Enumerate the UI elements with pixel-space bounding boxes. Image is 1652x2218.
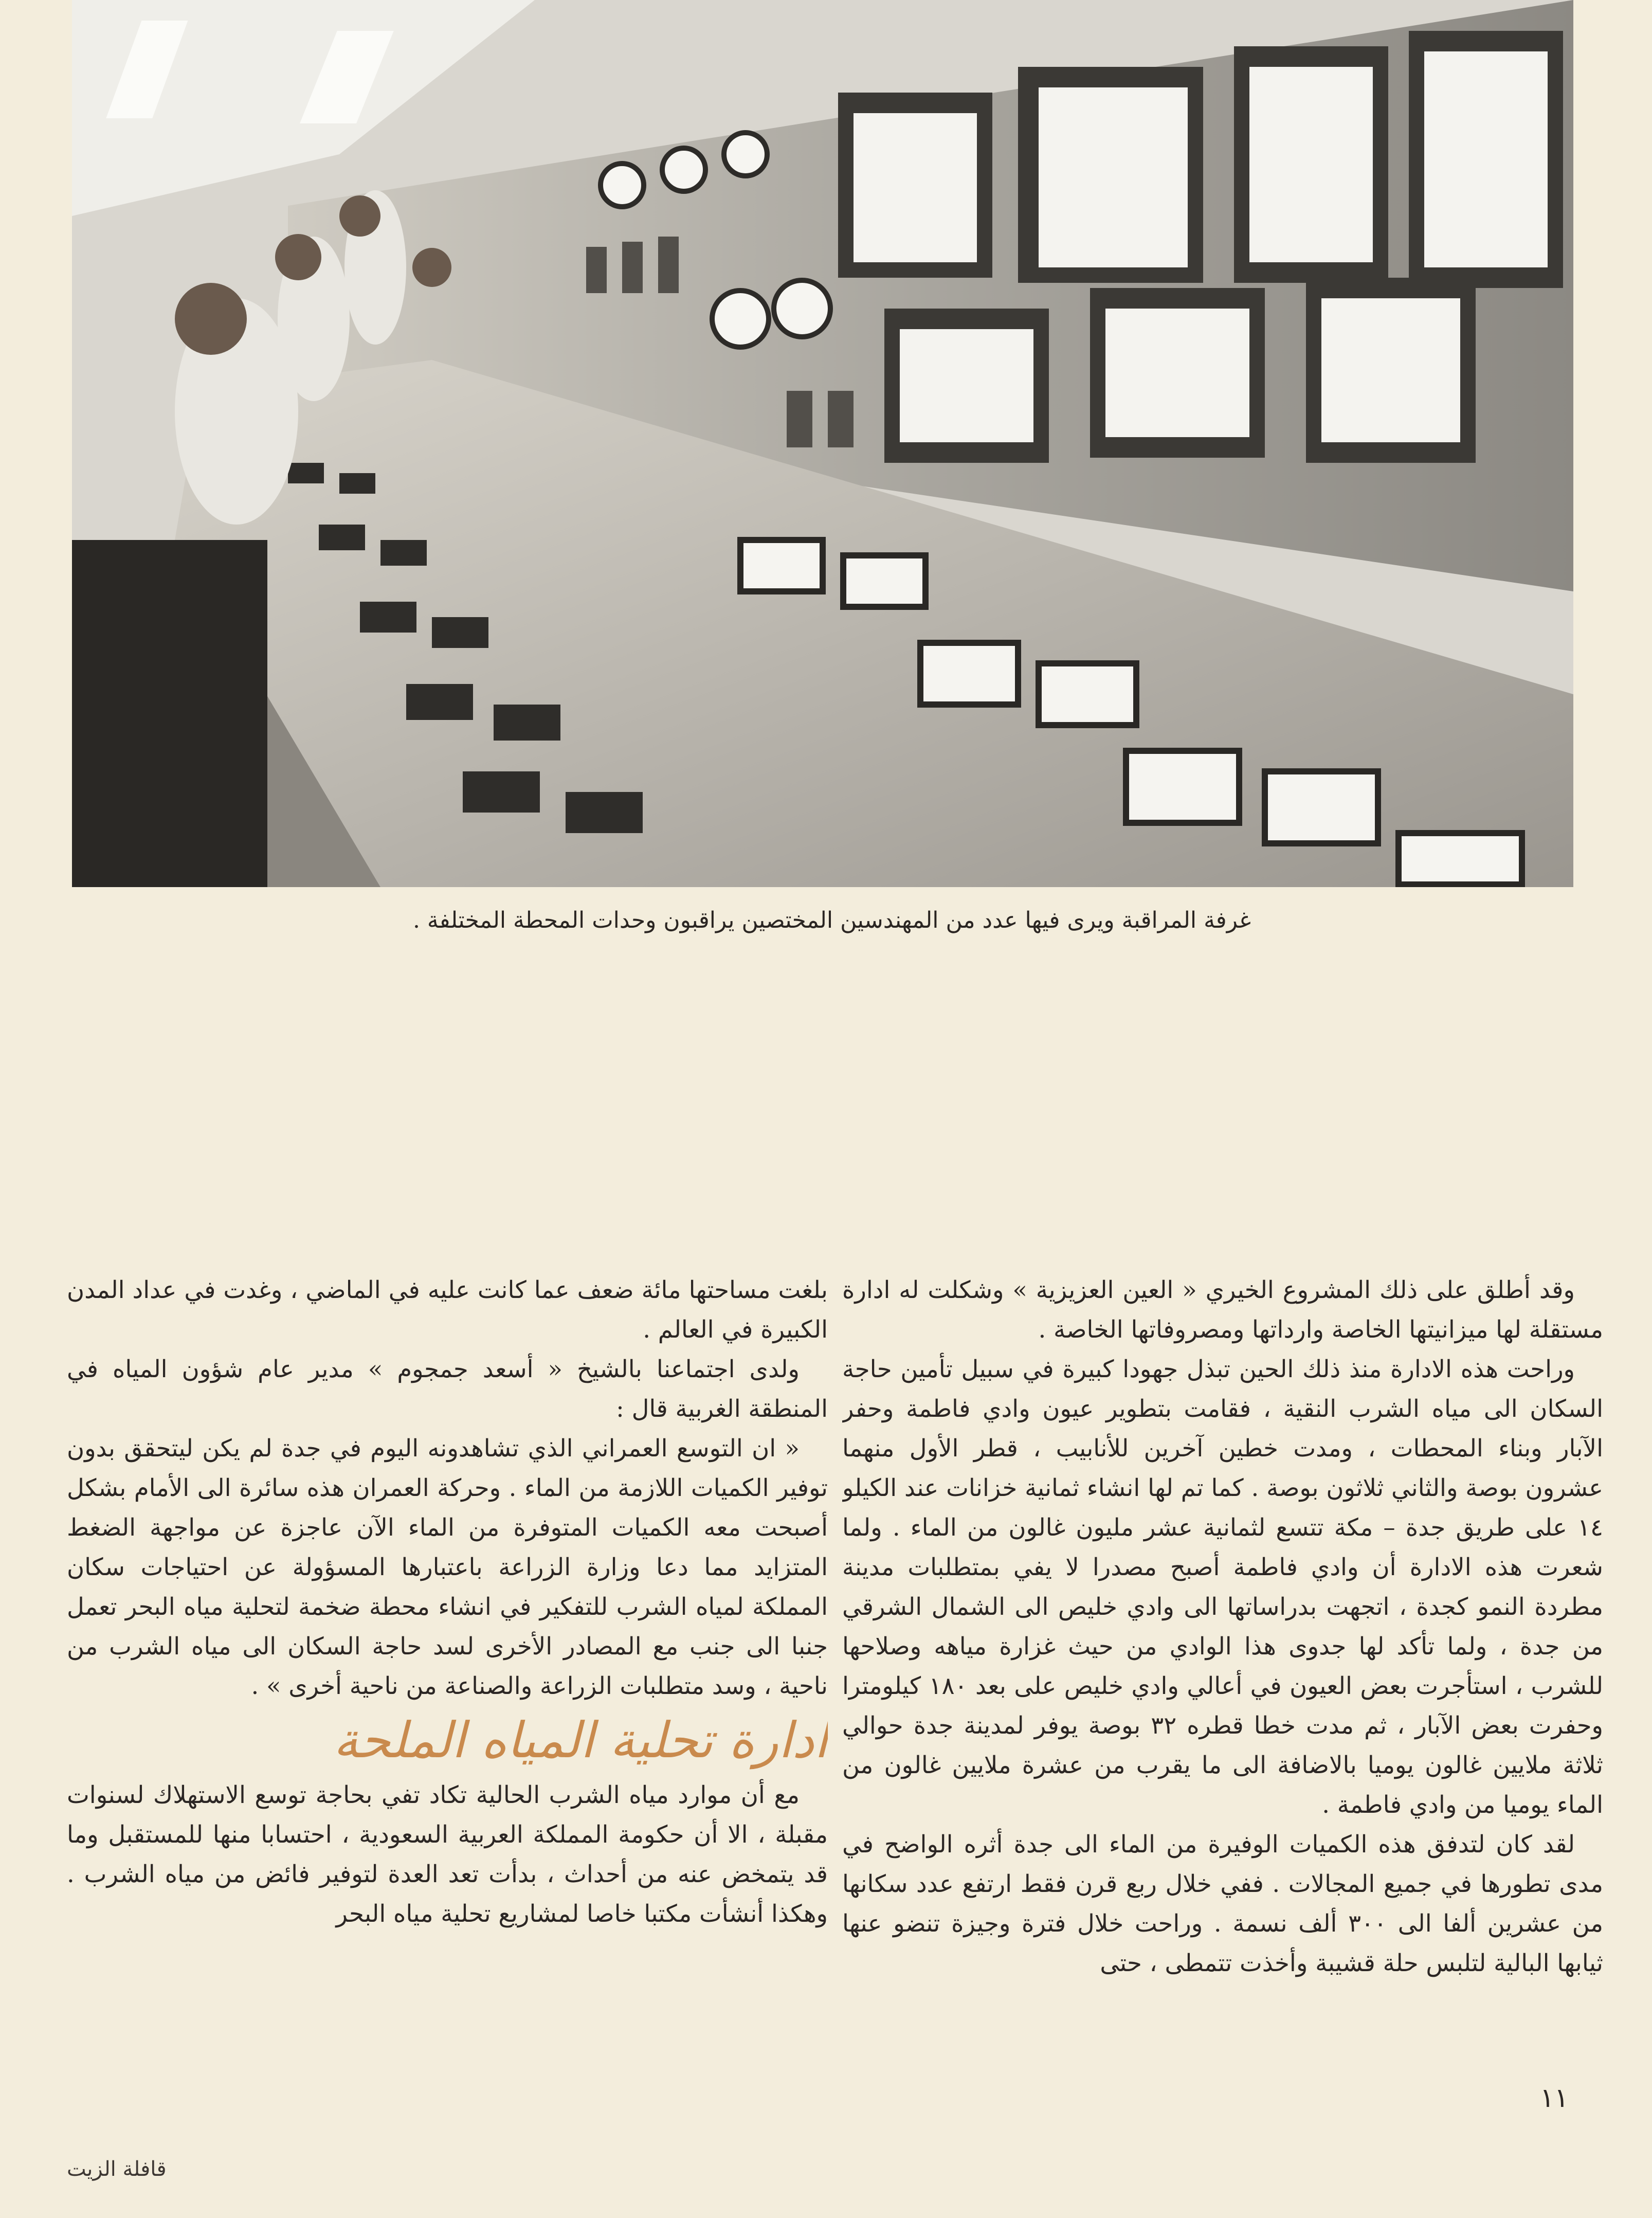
photo-caption: غرفة المراقبة ويرى فيها عدد من المهندسين المختصين يراقبون وحدات المحطة المختلفة . [412, 907, 1251, 933]
page-number: ١١ [1540, 2083, 1569, 2114]
control-room-photo [72, 0, 1573, 887]
paragraph: مع أن موارد مياه الشرب الحالية تكاد تفي بحاجة توسع الاستهلاك لسنوات مقبلة ، الا أن حكومة المملكة العربية السعودية ، احتسابا منها للمستقبل وما قد يتمخض عنه من أحداث ، بدأت تعد العدة لتوفير فائض من مياه الشرب . وهكذا أنشأت مكتبا خاصا لمشاريع تحلية مياه البحر [67, 1781, 828, 1927]
control-room-illustration [72, 0, 1573, 887]
paragraph: ولدى اجتماعنا بالشيخ « أسعد جمجوم » مدير عام شؤون المياه في المنطقة الغربية قال : [67, 1355, 828, 1422]
article-column-right [842, 1270, 1603, 2119]
paragraph: وقد أطلق على ذلك المشروع الخيري « العين العزيزية » وشكلت له ادارة مستقلة لها ميزانيتها الخاصة وارداتها ومصروفاتها الخاصة . [842, 1276, 1603, 1343]
publication-name: قافلة الزيت [67, 2157, 167, 2181]
section-heading: ادارة تحلية المياه الملحة [333, 1711, 828, 1769]
paragraph: وراحت هذه الادارة منذ ذلك الحين تبذل جهودا كبيرة في سبيل تأمين حاجة السكان الى مياه الشرب النقية ، فقامت بتطوير عيون وادي فاطمة وحفر الآبار وبناء المحطات ، ومدت خطين آخرين للأنابيب ، قطر الأول منهما عشرون بوصة والثاني ثلاثون بوصة . كما تم لها انشاء ثمانية خزانات عند الكيلو ١٤ على طريق جدة – مكة تتسع لثمانية عشر مليون غالون من الماء . ولما شعرت هذه الادارة أن وادي فاطمة أصبح مصدرا لا يفي بمتطلبات مدينة مطردة النمو كجدة ، اتجهت بدراساتها الى وادي خليص الى الشمال الشرقي من جدة ، ولما تأكد لها جدوى هذا الوادي من حيث غزارة مياهه وصلاحها للشرب ، استأجرت بعض العيون في أعالي وادي خليص على بعد ١٨٠ كيلومترا وحفرت بعض الآبار ، ثم مدت خطا قطره ٣٢ بوصة يوفر لمدينة جدة حوالي ثلاثة ملايين غالون يوميا بالاضافة الى ما يقرب من عشرة ملايين غالون من الماء يوميا من وادي فاطمة . [842, 1355, 1603, 1818]
paragraph: بلغت مساحتها مائة ضعف عما كانت عليه في الماضي ، وغدت في عداد المدن الكبيرة في العالم . [67, 1276, 828, 1343]
paragraph: لقد كان لتدفق هذه الكميات الوفيرة من الماء الى جدة أثره الواضح في مدى تطورها في جميع المجالات . ففي خلال ربع قرن فقط ارتفع عدد سكانها من عشرين ألفا الى ٣٠٠ ألف نسمة . وراحت خلال فترة وجيزة تنضو عنها ثيابها البالية لتلبس حلة قشيبة وأخذت تتمطى ، حتى [842, 1830, 1603, 1977]
paragraph: « ان التوسع العمراني الذي تشاهدونه اليوم في جدة لم يكن ليتحقق بدون توفير الكميات اللازمة من الماء . وحركة العمران هذه سائرة الى الأمام بشكل أصبحت معه الكميات المتوفرة من الماء الآن عاجزة عن مواجهة الضغط المتزايد مما دعا وزارة الزراعة باعتبارها المسؤولة عن احتياجات سكان المملكة لمياه الشرب للتفكير في انشاء محطة ضخمة لتحلية مياه البحر تعمل جنبا الى جنب مع المصادر الأخرى لسد حاجة السكان الى مياه الشرب من ناحية ، وسد متطلبات الزراعة والصناعة من ناحية أخرى » . [67, 1434, 828, 1700]
article-column-left [67, 1270, 828, 2119]
